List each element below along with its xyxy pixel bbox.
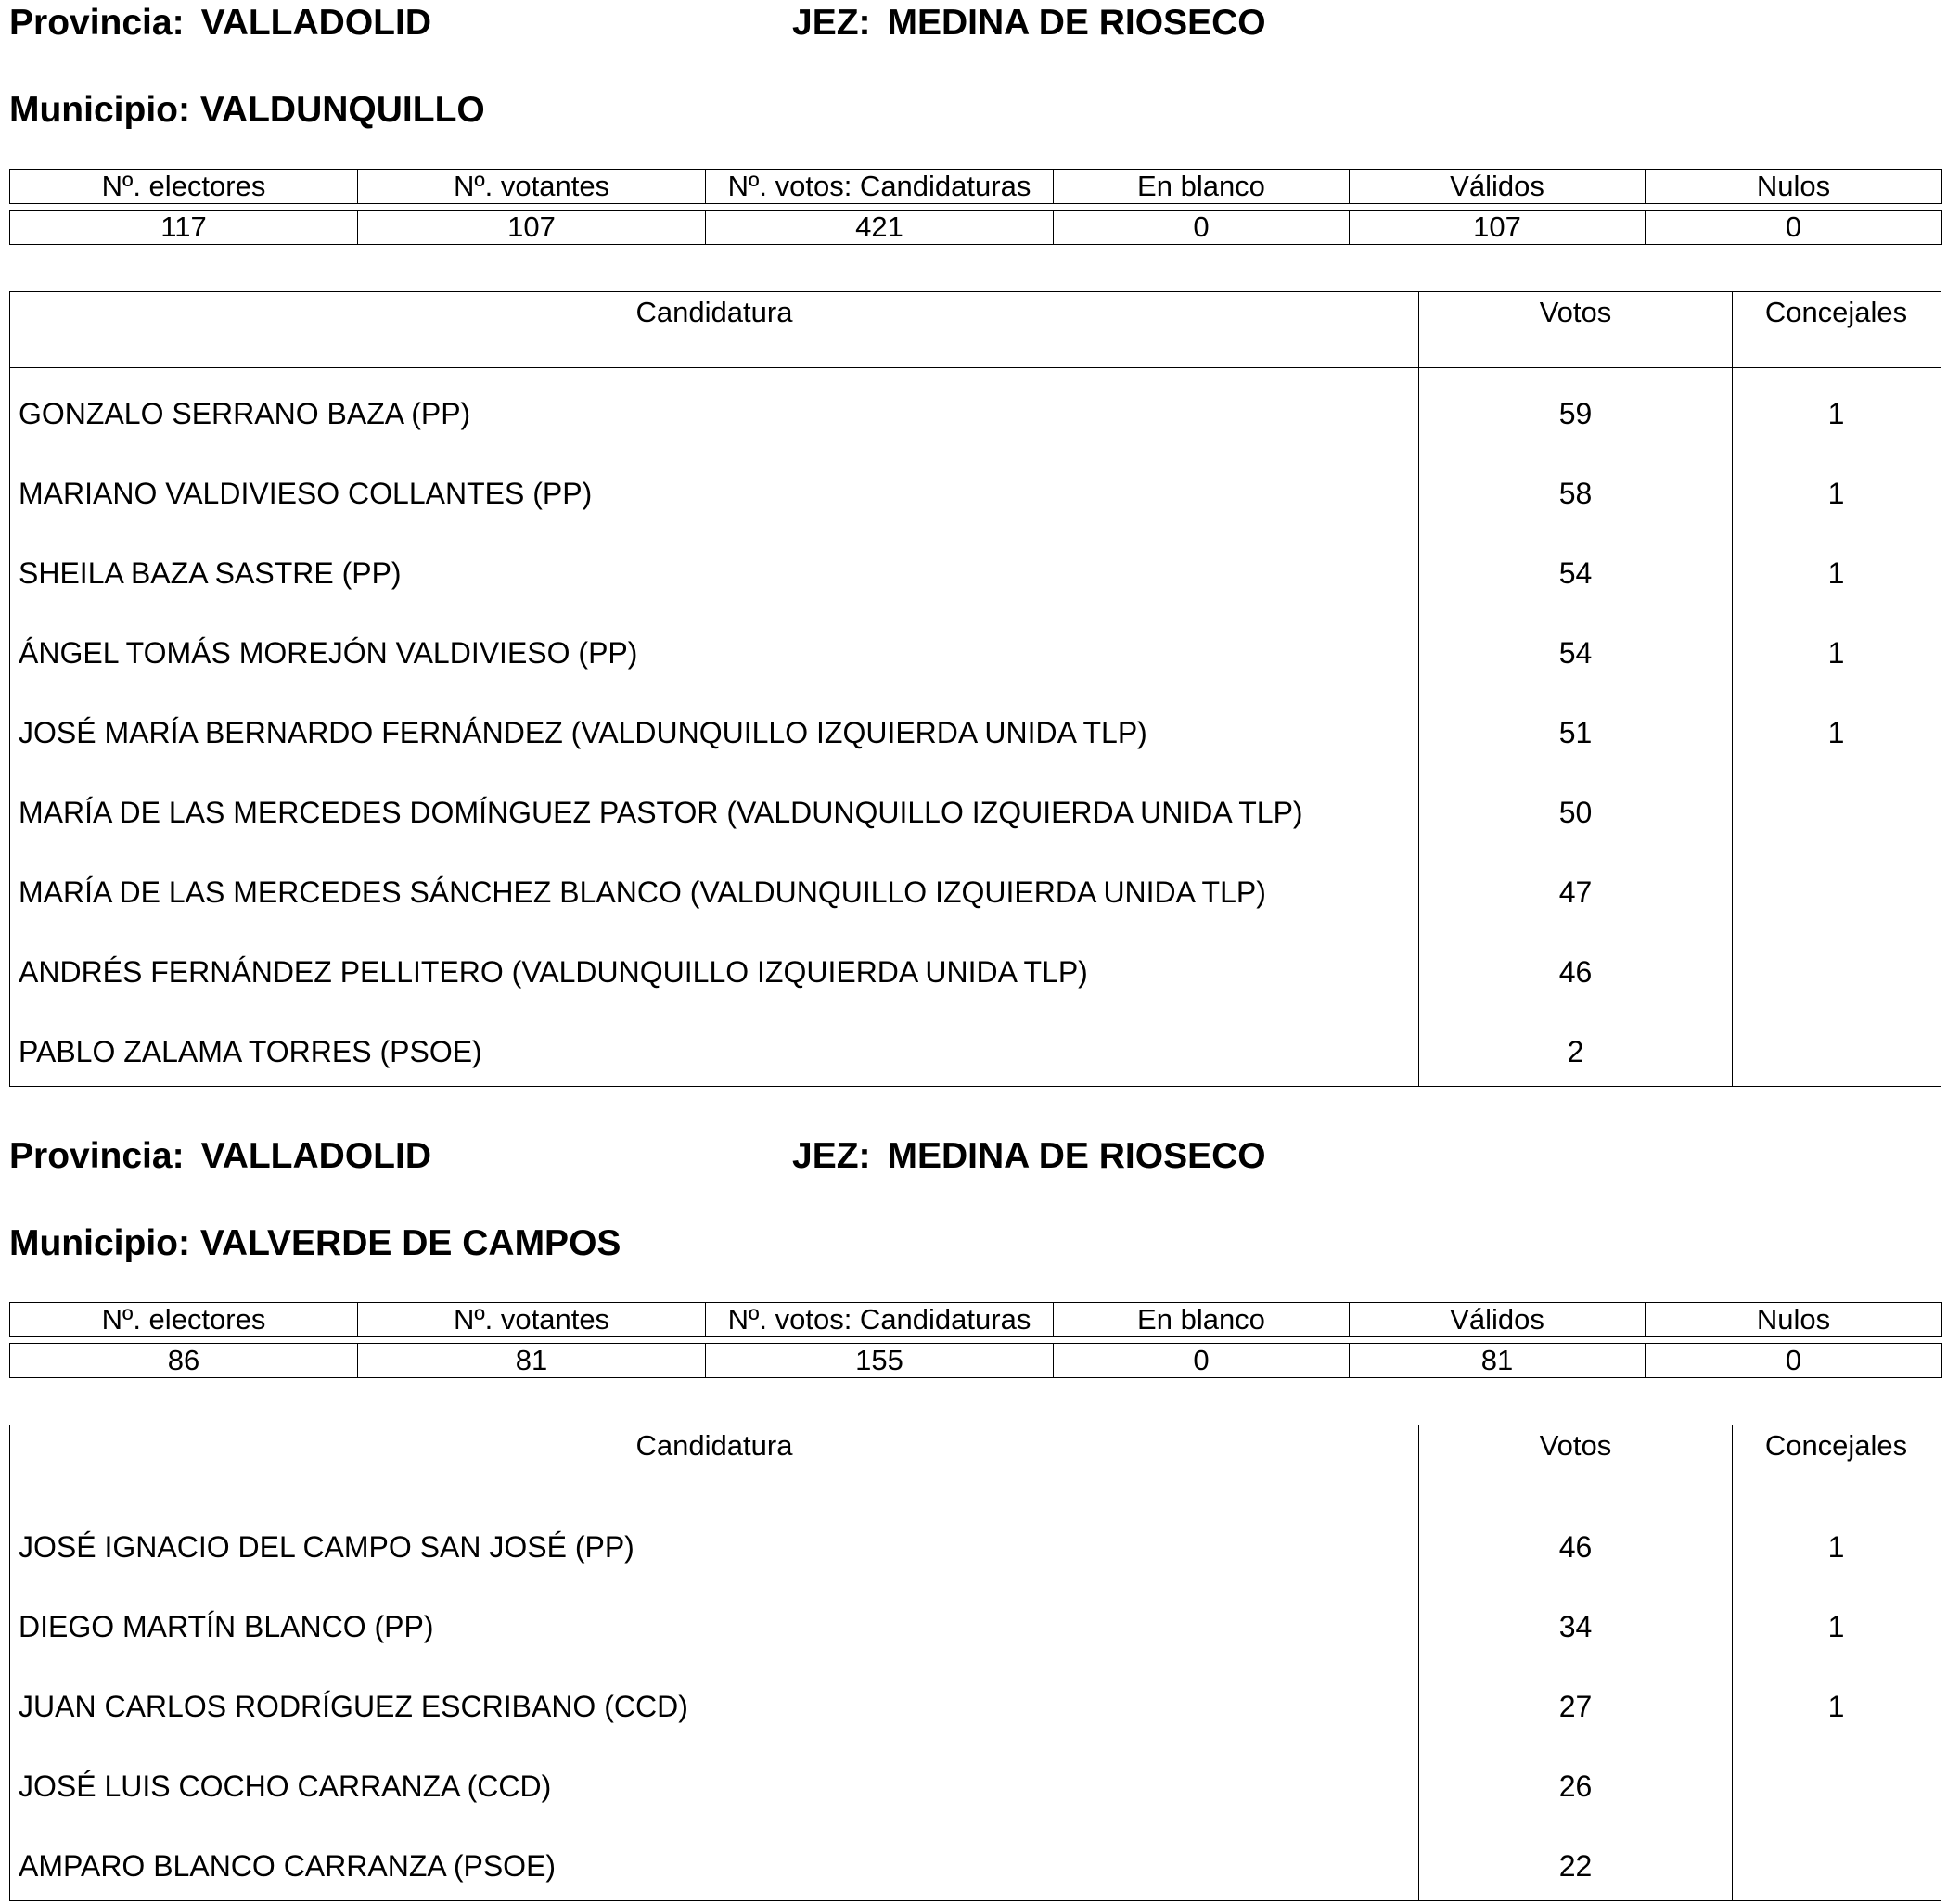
candidates-table bbox=[9, 291, 1941, 1087]
candidate-votes: 59 bbox=[1418, 368, 1732, 448]
table-row bbox=[10, 1581, 1941, 1661]
table-row bbox=[10, 1006, 1941, 1086]
jez-value: MEDINA DE RIOSECO bbox=[887, 3, 1266, 43]
candidate-votes: 51 bbox=[1418, 687, 1732, 767]
en-blanco-value: 0 bbox=[1054, 1344, 1350, 1378]
candidate-votes: 46 bbox=[1418, 926, 1732, 1006]
concejales-header: Concejales bbox=[1732, 1425, 1940, 1501]
summary-header: Nº. votos: Candidaturas bbox=[706, 1303, 1054, 1337]
table-row bbox=[10, 687, 1941, 767]
candidate-name: JOSÉ MARÍA BERNARDO FERNÁNDEZ (VALDUNQUILLO IZQUIERDA UNIDA TLP) bbox=[19, 715, 1147, 749]
candidate-name: MARÍA DE LAS MERCEDES DOMÍNGUEZ PASTOR (VALDUNQUILLO IZQUIERDA UNIDA TLP) bbox=[19, 795, 1303, 829]
municipio-value: VALVERDE DE CAMPOS bbox=[199, 1223, 621, 1263]
candidate-concejales: 1 bbox=[1732, 1581, 1940, 1661]
municipio-value: VALDUNQUILLO bbox=[199, 90, 485, 130]
votos-header: Votos bbox=[1418, 1425, 1732, 1501]
votantes-value: 81 bbox=[358, 1344, 706, 1378]
candidate-votes: 26 bbox=[1418, 1741, 1732, 1821]
votos-header: Votos bbox=[1418, 292, 1732, 367]
table-row bbox=[10, 1501, 1941, 1581]
table-row bbox=[10, 448, 1941, 528]
candidate-name: JOSÉ IGNACIO DEL CAMPO SAN JOSÉ (PP) bbox=[19, 1529, 634, 1564]
summary-header: Nulos bbox=[1646, 170, 1942, 204]
header-line bbox=[9, 0, 1941, 46]
candidate-concejales bbox=[1732, 1741, 1940, 1821]
nulos-value: 0 bbox=[1646, 1344, 1942, 1378]
candidates-table bbox=[9, 1425, 1941, 1901]
jez bbox=[792, 0, 1266, 46]
candidates-header-row bbox=[10, 292, 1941, 368]
candidate-name: SHEILA BAZA SASTRE (PP) bbox=[19, 556, 402, 590]
candidate-votes: 47 bbox=[1418, 847, 1732, 926]
summary-values-row bbox=[10, 1344, 1942, 1378]
candidate-concejales: 1 bbox=[1732, 448, 1940, 528]
candidate-concejales bbox=[1732, 767, 1940, 847]
votantes-value: 107 bbox=[358, 211, 706, 245]
validos-value: 81 bbox=[1350, 1344, 1646, 1378]
header-line bbox=[9, 1133, 1941, 1180]
summary-table bbox=[9, 1302, 1942, 1378]
municipio-title bbox=[9, 87, 485, 134]
candidate-concejales: 1 bbox=[1732, 368, 1940, 448]
candidate-votes: 2 bbox=[1418, 1006, 1732, 1086]
table-row bbox=[10, 767, 1941, 847]
candidate-concejales bbox=[1732, 1006, 1940, 1086]
candidate-concejales: 1 bbox=[1732, 1661, 1940, 1741]
table-row bbox=[10, 1741, 1941, 1821]
candidate-name: ÁNGEL TOMÁS MOREJÓN VALDIVIESO (PP) bbox=[19, 635, 638, 670]
summary-header-row bbox=[10, 170, 1942, 204]
nulos-value: 0 bbox=[1646, 211, 1942, 245]
candidate-votes: 27 bbox=[1418, 1661, 1732, 1741]
candidate-concejales bbox=[1732, 926, 1940, 1006]
candidates-header-row bbox=[10, 1425, 1941, 1501]
electores-value: 117 bbox=[10, 211, 358, 245]
summary-header: Nº. electores bbox=[10, 170, 358, 204]
candidate-name: AMPARO BLANCO CARRANZA (PSOE) bbox=[19, 1848, 557, 1883]
concejales-header: Concejales bbox=[1732, 292, 1940, 367]
jez-label: JEZ: bbox=[792, 3, 871, 43]
summary-header: Nº. votantes bbox=[358, 170, 706, 204]
jez bbox=[792, 1133, 1266, 1180]
candidate-name: MARIANO VALDIVIESO COLLANTES (PP) bbox=[19, 476, 593, 510]
electores-value: 86 bbox=[10, 1344, 358, 1378]
candidate-votes: 22 bbox=[1418, 1821, 1732, 1900]
votos-candidaturas-value: 421 bbox=[706, 211, 1054, 245]
table-row bbox=[10, 368, 1941, 448]
provincia-label: Provincia: bbox=[9, 3, 185, 43]
table-row bbox=[10, 926, 1941, 1006]
summary-header: Nulos bbox=[1646, 1303, 1942, 1337]
municipio-label: Municipio: bbox=[9, 1223, 190, 1263]
provincia bbox=[9, 1133, 431, 1180]
candidatura-header: Candidatura bbox=[635, 1429, 793, 1462]
candidate-name: GONZALO SERRANO BAZA (PP) bbox=[19, 396, 471, 430]
candidate-name: MARÍA DE LAS MERCEDES SÁNCHEZ BLANCO (VALDUNQUILLO IZQUIERDA UNIDA TLP) bbox=[19, 875, 1266, 909]
summary-values-row bbox=[10, 211, 1942, 245]
candidate-name: DIEGO MARTÍN BLANCO (PP) bbox=[19, 1609, 434, 1643]
candidate-name: JUAN CARLOS RODRÍGUEZ ESCRIBANO (CCD) bbox=[19, 1689, 688, 1723]
summary-header: En blanco bbox=[1054, 1303, 1350, 1337]
candidate-name: ANDRÉS FERNÁNDEZ PELLITERO (VALDUNQUILLO IZQUIERDA UNIDA TLP) bbox=[19, 954, 1088, 989]
table-row bbox=[10, 528, 1941, 607]
municipio-label: Municipio: bbox=[9, 90, 190, 130]
candidate-concejales bbox=[1732, 1821, 1940, 1900]
jez-value: MEDINA DE RIOSECO bbox=[887, 1136, 1266, 1176]
table-row bbox=[10, 1661, 1941, 1741]
summary-header: Nº. votantes bbox=[358, 1303, 706, 1337]
candidate-concejales: 1 bbox=[1732, 1501, 1940, 1581]
provincia-value: VALLADOLID bbox=[200, 1136, 431, 1176]
provincia bbox=[9, 0, 431, 46]
summary-table bbox=[9, 169, 1942, 245]
votos-candidaturas-value: 155 bbox=[706, 1344, 1054, 1378]
summary-header: Nº. electores bbox=[10, 1303, 358, 1337]
candidate-votes: 54 bbox=[1418, 607, 1732, 687]
table-row bbox=[10, 1821, 1941, 1900]
table-row bbox=[10, 607, 1941, 687]
summary-header: Válidos bbox=[1350, 1303, 1646, 1337]
candidate-votes: 34 bbox=[1418, 1581, 1732, 1661]
validos-value: 107 bbox=[1350, 211, 1646, 245]
candidate-votes: 58 bbox=[1418, 448, 1732, 528]
candidate-concejales: 1 bbox=[1732, 607, 1940, 687]
summary-header: En blanco bbox=[1054, 170, 1350, 204]
jez-label: JEZ: bbox=[792, 1136, 871, 1176]
summary-header: Nº. votos: Candidaturas bbox=[706, 170, 1054, 204]
provincia-value: VALLADOLID bbox=[200, 3, 431, 43]
summary-header: Válidos bbox=[1350, 170, 1646, 204]
municipio-title bbox=[9, 1220, 621, 1267]
candidate-votes: 50 bbox=[1418, 767, 1732, 847]
en-blanco-value: 0 bbox=[1054, 211, 1350, 245]
candidate-name: JOSÉ LUIS COCHO CARRANZA (CCD) bbox=[19, 1769, 552, 1803]
candidatura-header: Candidatura bbox=[635, 296, 793, 328]
candidate-concejales: 1 bbox=[1732, 528, 1940, 607]
summary-header-row bbox=[10, 1303, 1942, 1337]
candidate-name: PABLO ZALAMA TORRES (PSOE) bbox=[19, 1034, 482, 1068]
candidate-votes: 54 bbox=[1418, 528, 1732, 607]
provincia-label: Provincia: bbox=[9, 1136, 185, 1176]
candidate-votes: 46 bbox=[1418, 1501, 1732, 1581]
candidate-concejales bbox=[1732, 847, 1940, 926]
table-row bbox=[10, 847, 1941, 926]
candidate-concejales: 1 bbox=[1732, 687, 1940, 767]
